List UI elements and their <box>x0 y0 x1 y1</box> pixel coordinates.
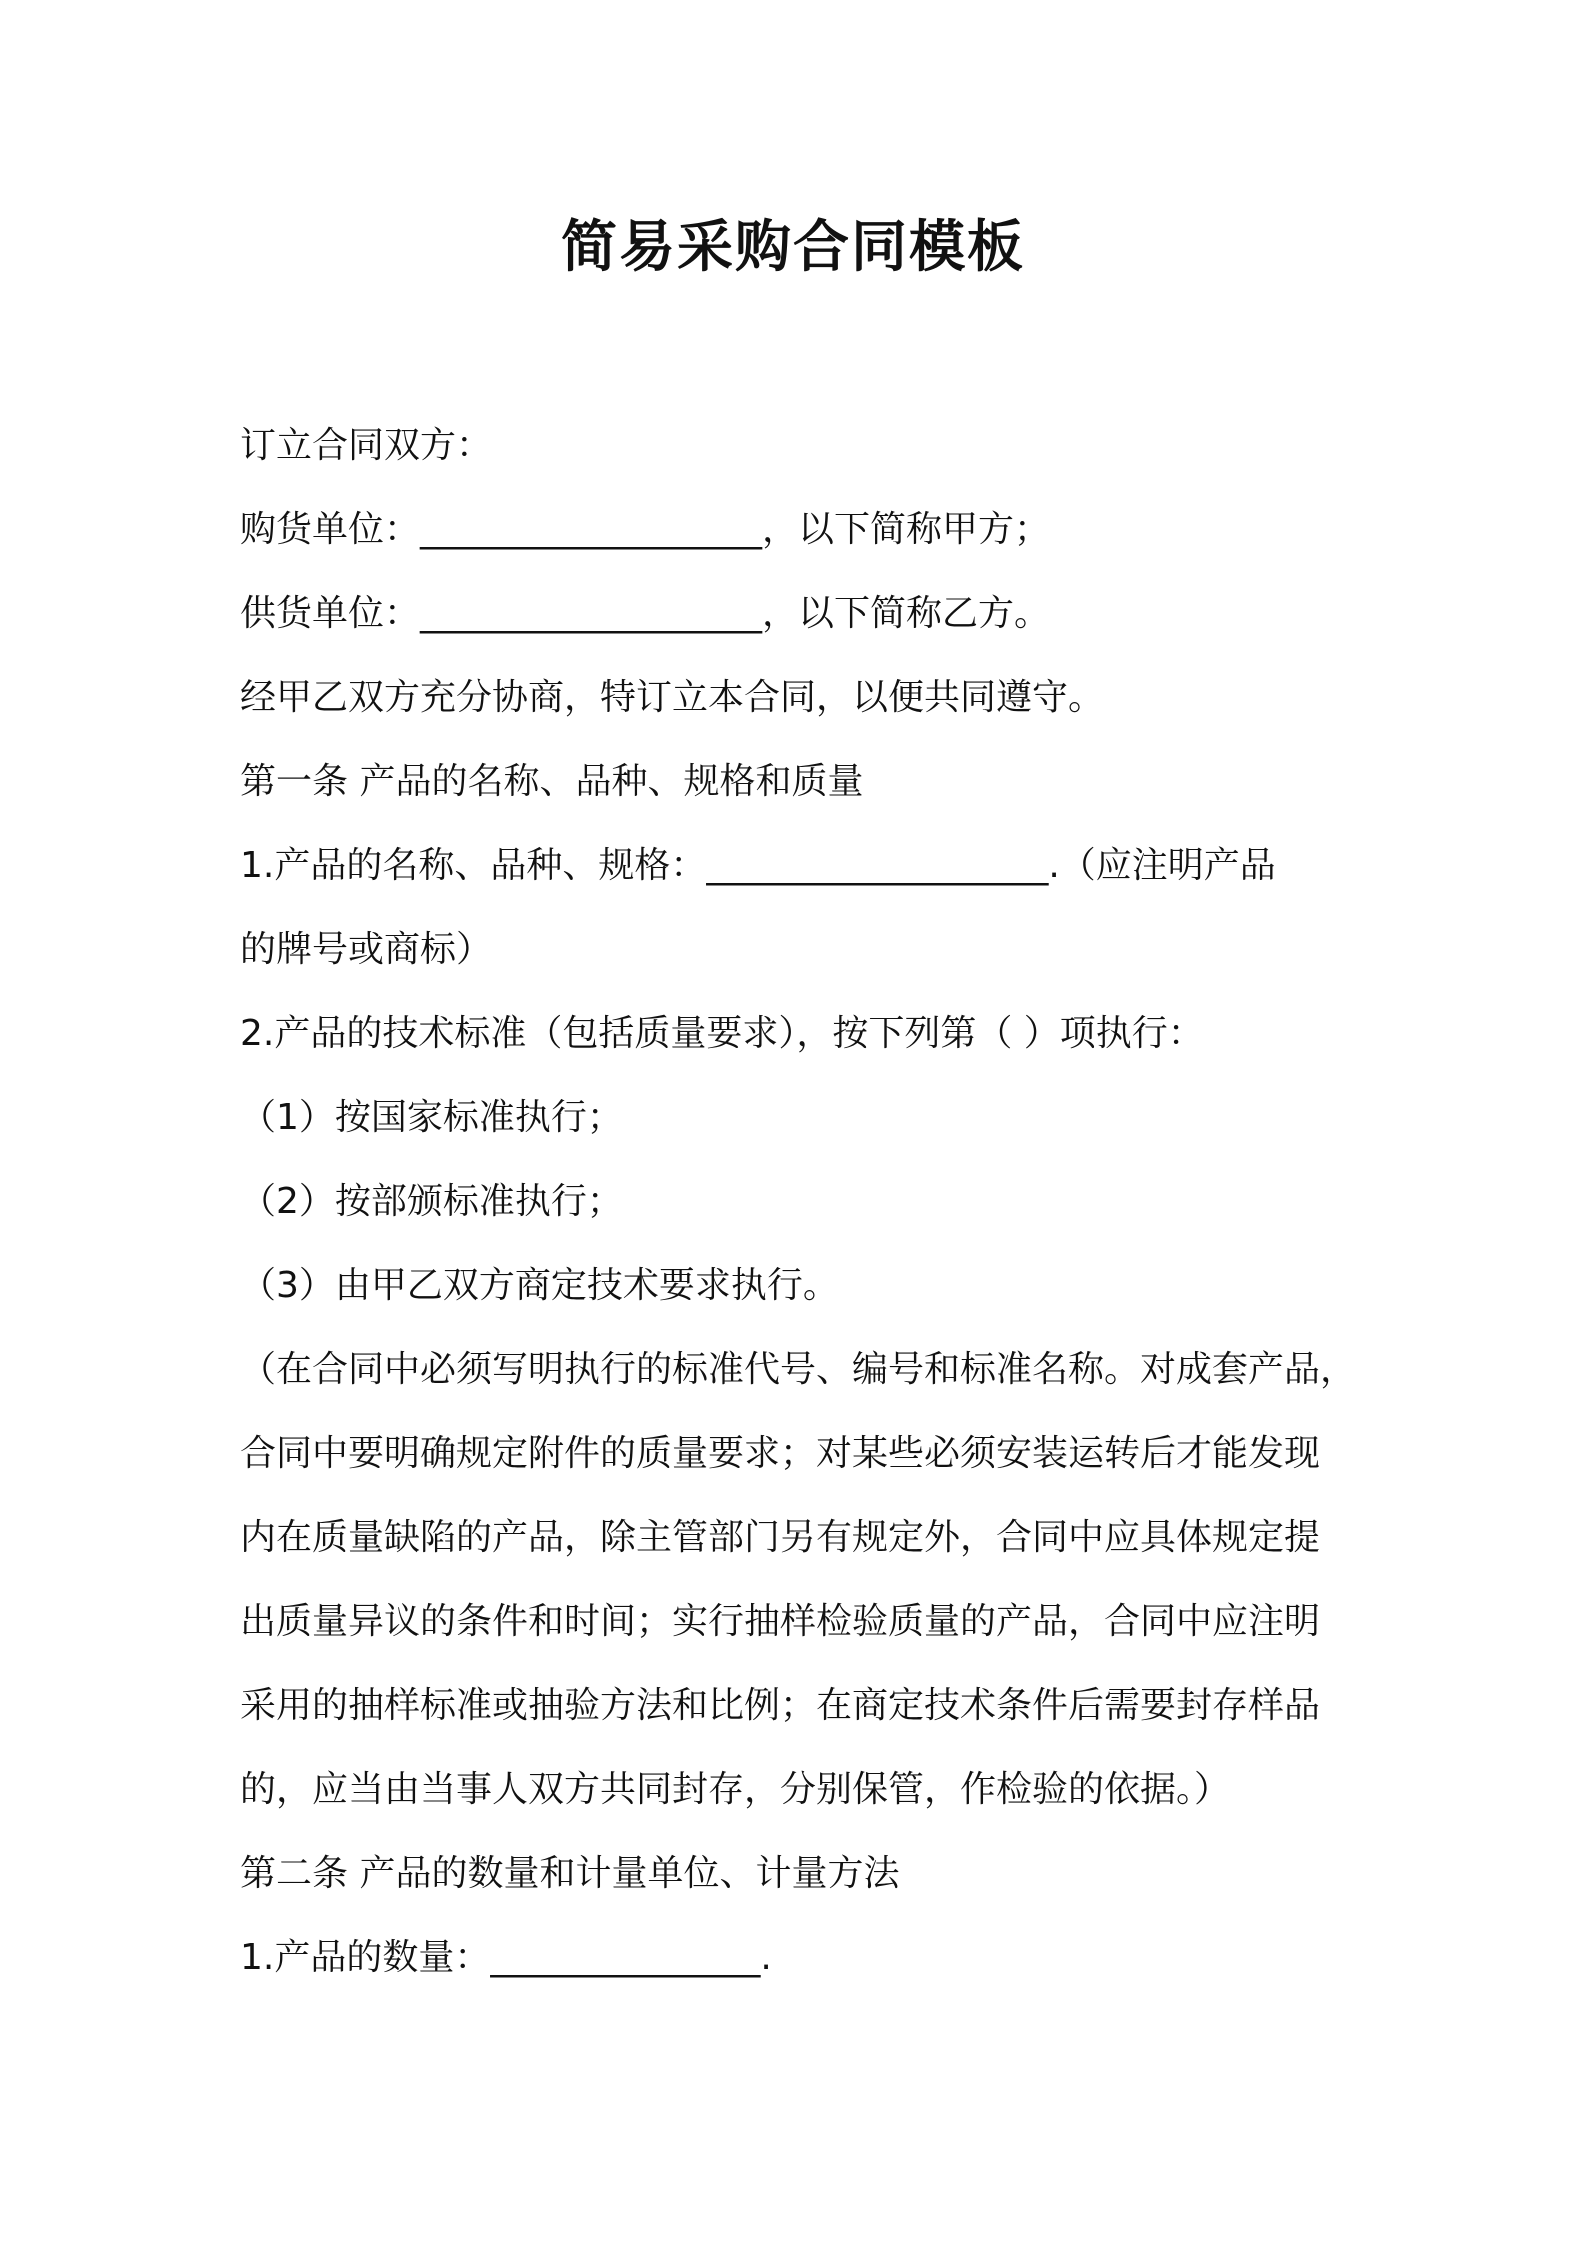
note-line-2: 合同中要明确规定附件的质量要求；对某些必须安装运转后才能发现 <box>240 1433 1321 1474</box>
supplier-line: 供货单位：___________________，以下简称乙方。 <box>240 593 1051 634</box>
parties-heading: 订立合同双方： <box>240 425 493 466</box>
note-line-1: （在合同中必须写明执行的标准代号、编号和标准名称。对成套产品， <box>240 1349 1357 1390</box>
document-body <box>240 404 1360 2000</box>
standard-option-1: （1）按国家标准执行； <box>240 1097 623 1138</box>
buyer-line: 购货单位：___________________，以下简称甲方； <box>240 509 1051 550</box>
agreement-statement: 经甲乙双方充分协商，特订立本合同，以便共同遵守。 <box>240 677 1105 718</box>
article-1-item-2: 2.产品的技术标准（包括质量要求），按下列第（ ）项执行： <box>240 1013 1204 1054</box>
article-1-heading: 第一条 产品的名称、品种、规格和质量 <box>240 761 864 802</box>
article-2-heading: 第二条 产品的数量和计量单位、计量方法 <box>240 1853 900 1894</box>
standard-option-3: （3）由甲乙双方商定技术要求执行。 <box>240 1265 839 1306</box>
document-title: 简易采购合同模板 <box>561 215 1025 280</box>
standard-option-2: （2）按部颁标准执行； <box>240 1181 623 1222</box>
note-line-4: 出质量异议的条件和时间；实行抽样检验质量的产品，合同中应注明 <box>240 1601 1321 1642</box>
note-line-3: 内在质量缺陷的产品，除主管部门另有规定外，合同中应具体规定提 <box>240 1517 1321 1558</box>
note-line-5: 采用的抽样标准或抽验方法和比例；在商定技术条件后需要封存样品 <box>240 1685 1321 1726</box>
article-1-item-1-line-2: 的牌号或商标） <box>240 929 493 970</box>
article-2-item-1: 1.产品的数量：_______________. <box>240 1937 772 1978</box>
article-1-item-1-line-1: 1.产品的名称、品种、规格：___________________.（应注明产品 <box>240 845 1276 886</box>
note-line-6: 的，应当由当事人双方共同封存，分别保管，作检验的依据。） <box>240 1769 1231 1810</box>
